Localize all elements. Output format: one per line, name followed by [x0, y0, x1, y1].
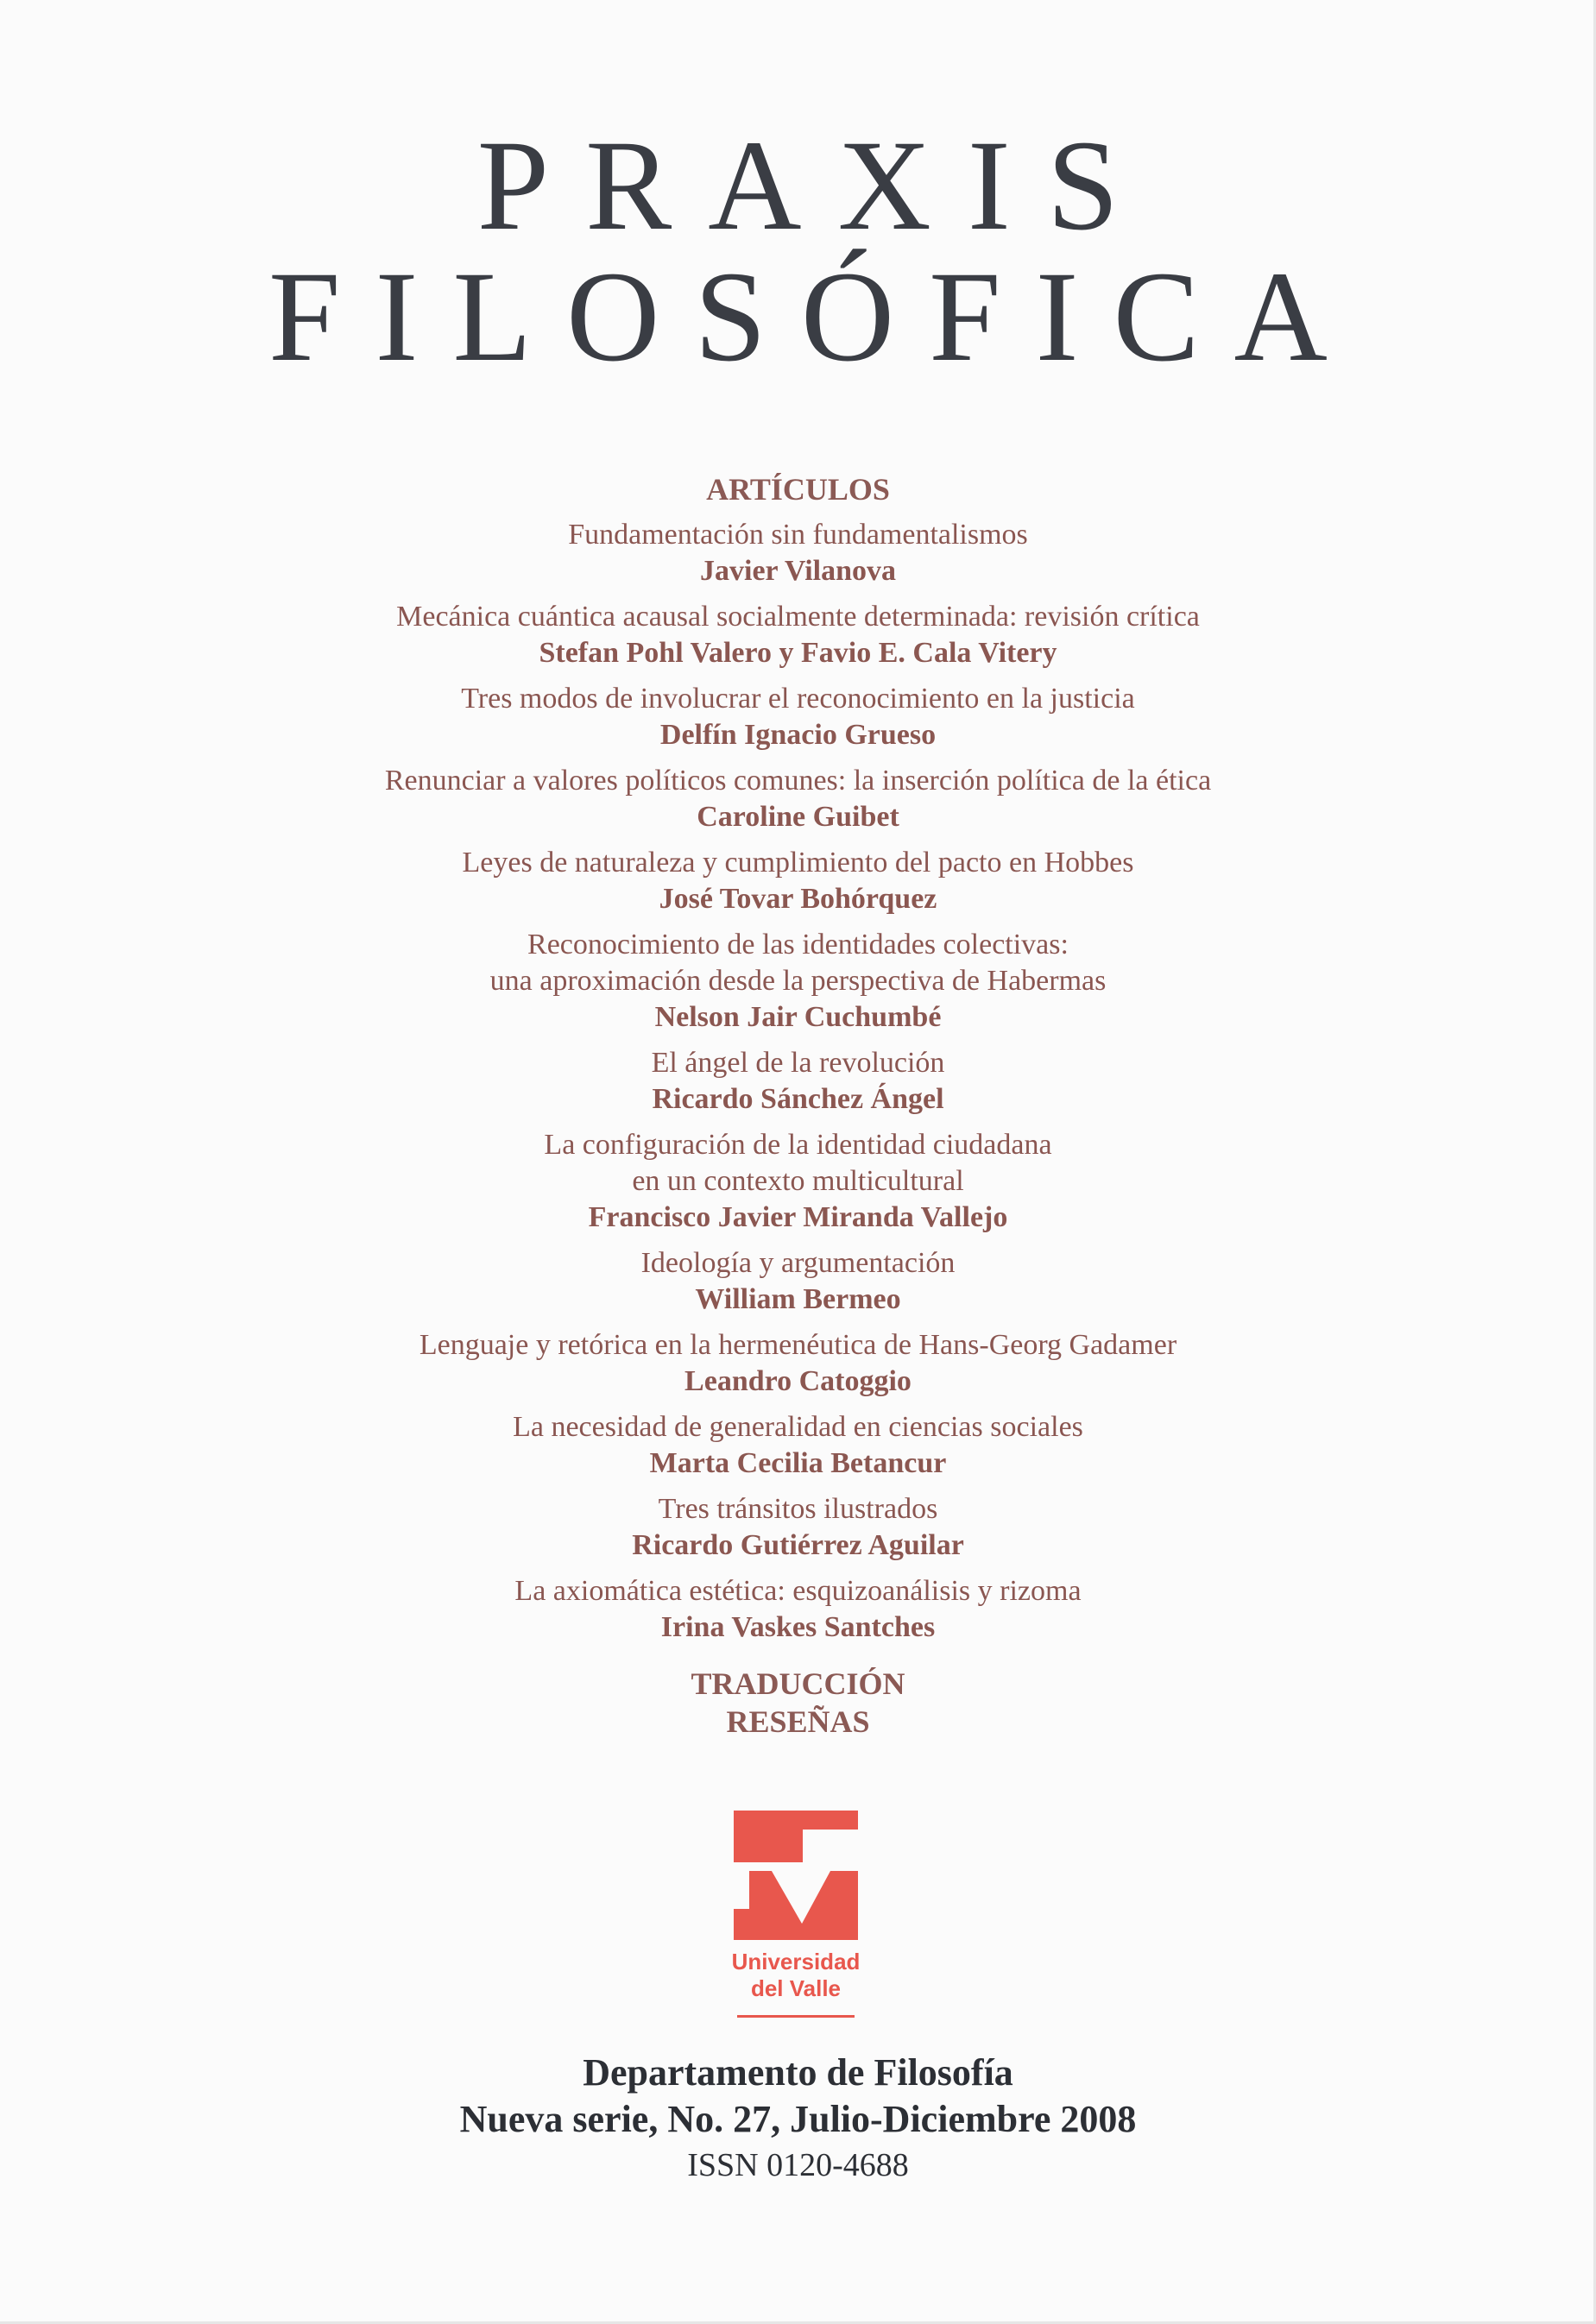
article-author: Delfín Ignacio Grueso	[659, 719, 937, 751]
university-logo	[723, 1811, 868, 2018]
articles-list	[0, 517, 1596, 1646]
article-title: El ángel de la revolución	[651, 1047, 945, 1079]
logo-underline	[737, 2015, 855, 2018]
journal-title-line-1: PRAXIS	[476, 114, 1156, 257]
article-entry	[0, 1127, 1596, 1236]
article-title: Tres modos de involucrar el reconocimiento en la justicia	[461, 683, 1135, 715]
article-author: Ricardo Gutiérrez Aguilar	[632, 1529, 964, 1561]
universidad-del-valle-logo-icon	[734, 1811, 858, 1940]
translation-heading: TRADUCCIÓN	[691, 1666, 905, 1701]
article-title: La axiomática estética: esquizoanálisis y rizoma	[514, 1575, 1082, 1607]
article-title: Leyes de naturaleza y cumplimiento del pacto en Hobbes	[462, 847, 1134, 879]
article-entry	[0, 1245, 1596, 1318]
logo-line-2: del Valle	[750, 1975, 842, 2001]
article-title: La necesidad de generalidad en ciencias sociales	[513, 1411, 1083, 1443]
article-entry	[0, 1045, 1596, 1118]
article-author: Javier Vilanova	[700, 555, 896, 587]
article-author: Caroline Guibet	[697, 801, 899, 833]
article-author: José Tovar Bohórquez	[659, 883, 937, 915]
article-entry	[0, 681, 1596, 753]
article-author: William Bermeo	[695, 1283, 901, 1315]
article-title: Lenguaje y retórica en la hermenéutica de Hans-Georg Gadamer	[419, 1329, 1177, 1361]
reviews-heading: RESEÑAS	[726, 1704, 870, 1739]
article-title: La configuración de la identidad ciudadana en un contexto multicultural	[544, 1129, 1052, 1197]
issue-series: Nueva serie, No. 27, Julio-Diciembre 2008	[459, 2098, 1137, 2140]
article-entry	[0, 599, 1596, 671]
article-title: Fundamentación sin fundamentalismos	[568, 519, 1028, 551]
article-author: Nelson Jair Cuchumbé	[654, 1001, 942, 1033]
article-entry	[0, 1327, 1596, 1400]
other-sections	[0, 1665, 1596, 1741]
article-entry	[0, 845, 1596, 917]
article-author: Stefan Pohl Valero y Favio E. Cala Vitery	[539, 637, 1057, 669]
article-entry	[0, 1409, 1596, 1482]
article-title: Ideología y argumentación	[640, 1247, 956, 1279]
article-title: Tres tránsitos ilustrados	[658, 1493, 938, 1525]
articles-heading: ARTÍCULOS	[706, 472, 890, 507]
article-title: Renunciar a valores políticos comunes: la inserción política de la ética	[384, 765, 1212, 797]
article-entry	[0, 1491, 1596, 1564]
article-author: Marta Cecilia Betancur	[649, 1447, 947, 1479]
article-entry	[0, 763, 1596, 835]
logo-name	[723, 1949, 868, 2002]
table-of-contents	[0, 470, 1596, 1741]
logo-line-1: Universidad	[731, 1949, 861, 1974]
article-title: Reconocimiento de las identidades colectivas: una aproximación desde la perspectiva de Habermas	[489, 929, 1107, 997]
article-author: Ricardo Sánchez Ángel	[652, 1083, 944, 1115]
journal-title-line-2: FILOSÓFICA	[268, 245, 1362, 388]
article-entry	[0, 927, 1596, 1036]
article-author: Leandro Catoggio	[684, 1365, 912, 1397]
article-author: Francisco Javier Miranda Vallejo	[588, 1201, 1008, 1233]
article-entry	[0, 517, 1596, 589]
department-name: Departamento de Filosofía	[583, 2051, 1013, 2094]
publication-info	[0, 2050, 1596, 2186]
article-author: Irina Vaskes Santches	[660, 1611, 936, 1643]
article-title: Mecánica cuántica acausal socialmente determinada: revisión crítica	[396, 601, 1200, 633]
article-entry	[0, 1573, 1596, 1646]
issn-number: ISSN 0120-4688	[687, 2147, 909, 2183]
